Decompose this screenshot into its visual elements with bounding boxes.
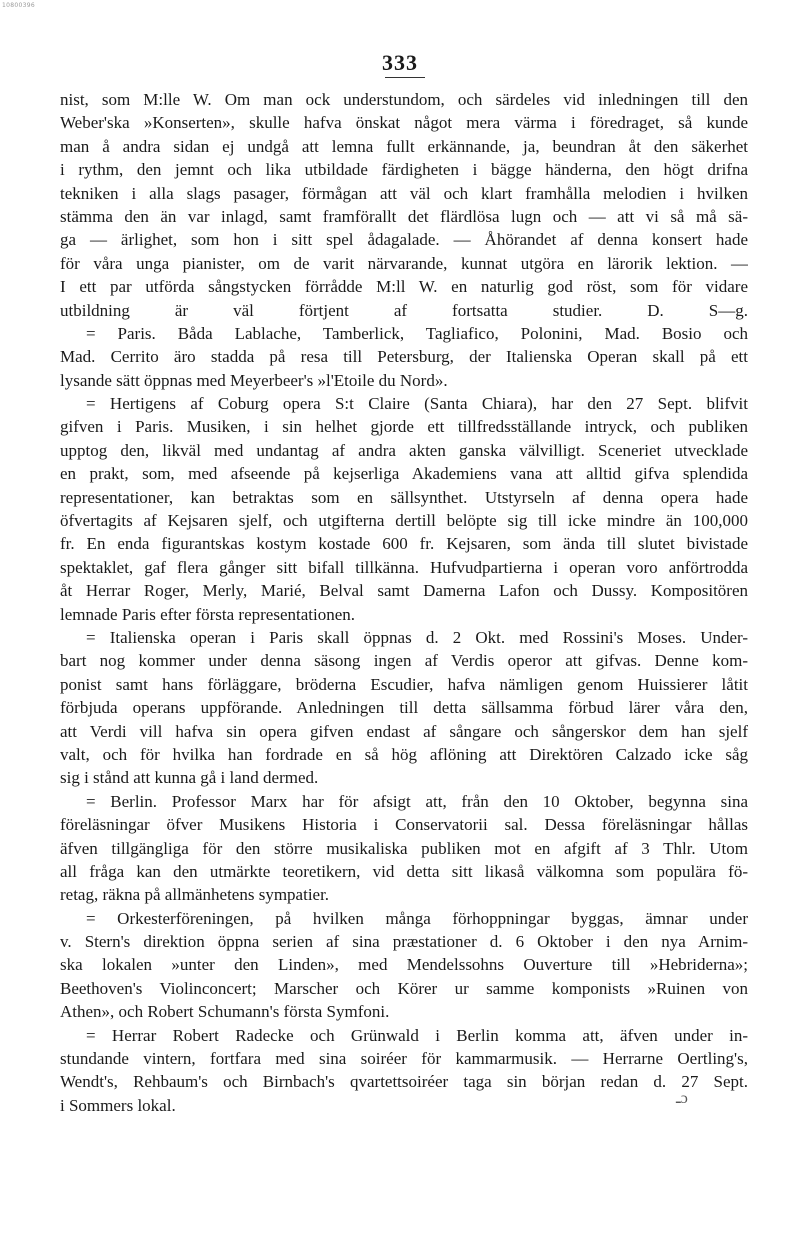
text-line: nist, som M:lle W. Om man ock understundom, och särdeles vid inledningen till den bbox=[60, 90, 748, 109]
text-line: Beethoven's Violinconcert; Marscher och Körer ur samme komponists »Ruinen von bbox=[60, 978, 748, 998]
text-line: lysande sätt öppnas med Meyerbeer's »l'Etoile du Nord». bbox=[60, 370, 448, 390]
text-line: ponist samt hans förläggare, bröderna Escudier, hafva nämligen genom Huissierer låtit bbox=[60, 674, 748, 694]
scan-identifier: 10800396 bbox=[2, 2, 35, 9]
text-line: lemnade Paris efter första representationen. bbox=[60, 604, 356, 624]
text-line: ska lokalen »unter den Linden», med Mendelssohns Ouverture till »Hebriderna»; bbox=[60, 955, 748, 975]
text-line: valt, och för hvilka han fordrade en så hög aflöning att Direktören Calzado icke såg bbox=[60, 744, 748, 764]
text-line bbox=[60, 907, 748, 930]
text-line: stundande vintern, fortfara med sina soiréer för kammarmusik. — Herrarne Oertling's, bbox=[60, 1049, 748, 1069]
text-line: retag, räkna på allmänhetens sympatier. bbox=[60, 885, 330, 905]
printer-mark: ـɔ bbox=[676, 1090, 688, 1107]
text-line: sig i stånd att kunna gå i land dermed. bbox=[60, 768, 319, 788]
text-line bbox=[60, 1024, 748, 1047]
text-line: äfven tillgängliga för den större musikaliska publiken mot en afgift af 3 Thlr. Utom bbox=[60, 838, 748, 858]
text-line: I ett par utförda sångstycken förrådde M:ll W. en naturlig god röst, som för vidare bbox=[60, 277, 748, 297]
text-line: öfvertagits af Kejsaren sjelf, och utgifterna dertill belöpte sig till icke mindre än 100,000 bbox=[60, 511, 748, 531]
text-line: för våra unga pianister, om de varit närvarande, kunnat utgöra en lärorik lektion. — bbox=[60, 253, 748, 273]
text-line: representationer, kan betraktas som en sällsynthet. Utstyrseln af denna opera hade bbox=[60, 487, 748, 507]
text-line: att Verdi vill hafva sin opera gifven endast af sångare och sångerskor dem han sjelf bbox=[60, 721, 748, 741]
text-line-content: = Orkesterföreningen, på hvilken många förhoppningar byggas, ämnar under bbox=[86, 908, 748, 928]
article-body bbox=[60, 88, 748, 1117]
text-line-content: = Herrar Robert Radecke och Grünwald i Berlin komma att, äfven under in- bbox=[86, 1025, 748, 1045]
text-line: all fråga kan den utmärkte teoretikern, vid detta sitt likaså välkomna som populära fö- bbox=[60, 861, 748, 881]
text-line-content: = Berlin. Professor Marx har för afsigt att, från den 10 Oktober, begynna sina bbox=[86, 791, 748, 811]
text-line-content: = Paris. Båda Lablache, Tamberlick, Tagliafico, Polonini, Mad. Bosio och bbox=[86, 323, 748, 343]
text-line: upptog den, likväl med undantag af andra akten ganska välvilligt. Sceneriet utvecklade bbox=[60, 440, 748, 460]
text-line: Mad. Cerrito äro stadda på resa till Petersburg, der Italienska Operan skall på ett bbox=[60, 347, 748, 367]
text-line: föreläsningar öfver Musikens Historia i Conservatorii sal. Dessa föreläsningar hållas bbox=[60, 815, 748, 835]
text-line bbox=[60, 626, 748, 649]
text-line bbox=[60, 790, 748, 813]
page-number-underline bbox=[385, 77, 425, 78]
text-line bbox=[60, 322, 748, 345]
text-line: åt Herrar Roger, Merly, Marié, Belval samt Damerna Lafon och Dussy. Kompositören bbox=[60, 581, 748, 601]
text-line: en prakt, som, med afseende på kejserliga Akademiens vana att alltid gifva splendida bbox=[60, 464, 748, 484]
text-line: fr. En enda figurantskas kostym kostade 600 fr. Kejsaren, som ända till slutet bivistade bbox=[60, 534, 748, 554]
text-line: stämma den än var inlagd, samt framförallt det flärdlösa lugn och — att vi så må sä- bbox=[60, 206, 748, 226]
text-line: v. Stern's direktion öppna serien af sina præstationer d. 6 Oktober i den nya Arnim- bbox=[60, 932, 748, 952]
text-line: Wendt's, Rehbaum's och Birnbach's qvartettsoiréer taga sin början redan d. 27 Sept. bbox=[60, 1072, 748, 1092]
text-line: Weber'ska »Konserten», skulle hafva önskat något mera värma i föredraget, så kunde bbox=[60, 113, 748, 133]
text-line: man å andra sidan ej undgå att lemna fullt erkännande, ja, beundran åt den säkerhet bbox=[60, 136, 748, 156]
text-line: Athen», och Robert Schumann's första Symfoni. bbox=[60, 1002, 390, 1022]
text-line: ga — ärlighet, som hon i sitt spel ådagalade. — Åhörandet af denna konsert hade bbox=[60, 230, 748, 250]
text-line bbox=[60, 392, 748, 415]
text-line: utbildning är väl förtjent af fortsatta studier. D. S—g. bbox=[60, 300, 748, 320]
text-line: gifven i Paris. Musiken, i sin helhet gjorde ett tillfredsställande intryck, och publiken bbox=[60, 417, 748, 437]
text-line-content: = Hertigens af Coburg opera S:t Claire (Santa Chiara), har den 27 Sept. blifvit bbox=[86, 394, 748, 414]
text-line: tekniken i alla slags pasager, förmågan att väl och klart framhålla melodien i hvilken bbox=[60, 183, 748, 203]
text-line: i Sommers lokal. bbox=[60, 1095, 176, 1115]
text-line: spektaklet, gaf flera gånger sitt bifall tillkänna. Hufvudpartierna i operan voro anförtrodda bbox=[60, 557, 748, 577]
text-line: i rythm, den jemnt och lika utbildade färdigheten i bägge händerna, den högt drifna bbox=[60, 160, 748, 180]
text-line: förbjuda operans uppförande. Anledningen till detta sällsamma förbud lärer våra den, bbox=[60, 698, 748, 718]
text-line: bart nog kommer under denna säsong ingen af Verdis operor att gifvas. Denne kom- bbox=[60, 651, 748, 671]
page-number: 333 bbox=[382, 50, 418, 75]
text-line-content: = Italienska operan i Paris skall öppnas d. 2 Okt. med Rossini's Moses. Under- bbox=[86, 627, 748, 647]
